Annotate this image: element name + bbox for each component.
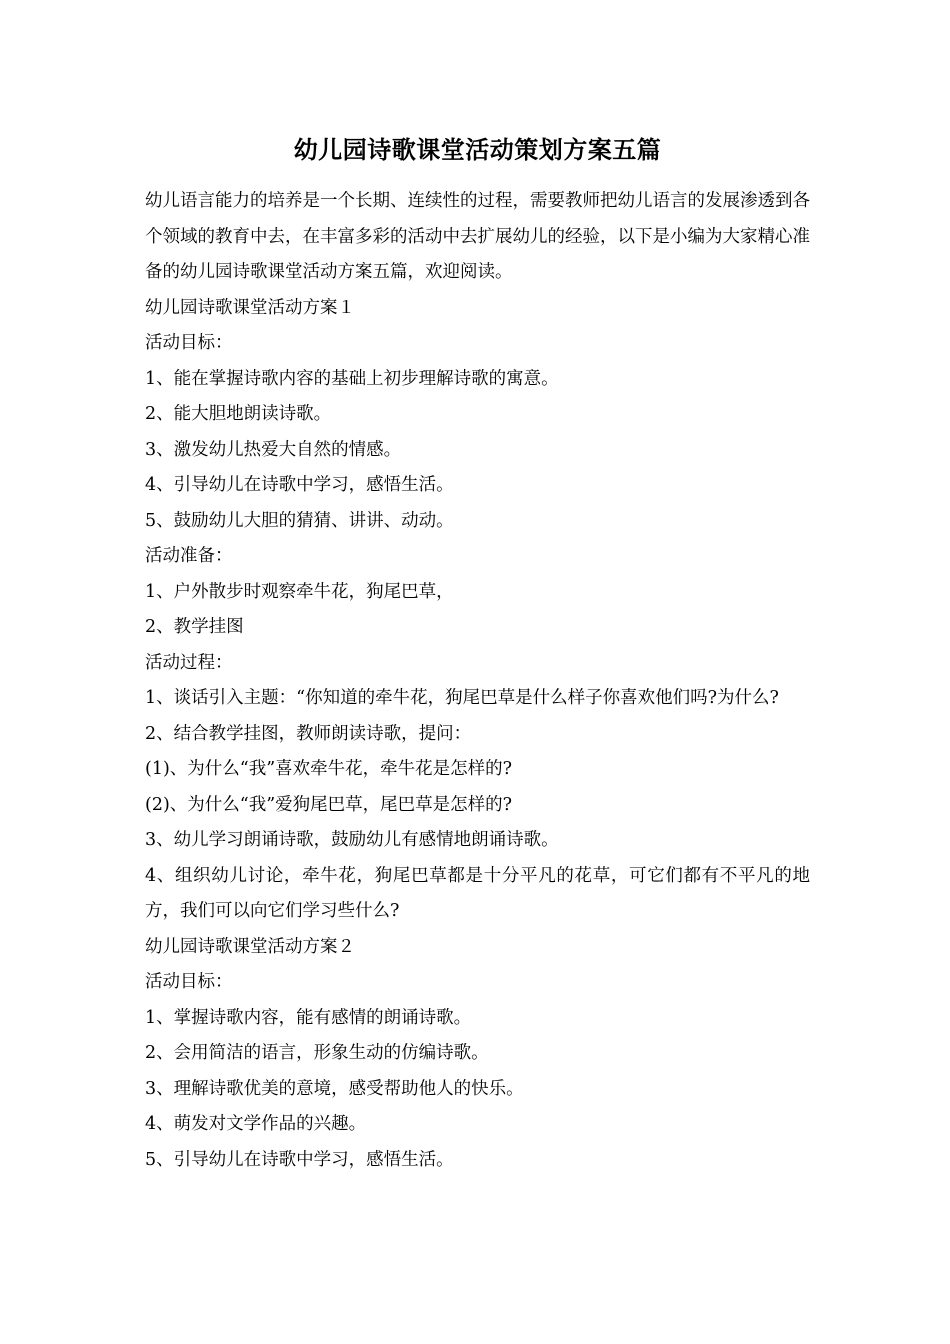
list-item: 2、会用简洁的语言，形象生动的仿编诗歌。: [145, 1043, 489, 1063]
list-item: 1、掌握诗歌内容，能有感情的朗诵诗歌。: [145, 1007, 472, 1028]
list-item: 5、鼓励幼儿大胆的猜猜、讲讲、动动。: [145, 510, 454, 531]
list-item: 5、引导幼儿在诗歌中学习，感悟生活。: [145, 1149, 454, 1170]
subheading-goals: 活动目标：: [145, 333, 233, 353]
list-item: 1、能在掌握诗歌内容的基础上初步理解诗歌的寓意。: [145, 368, 559, 389]
list-item: 3、幼儿学习朗诵诗歌，鼓励幼儿有感情地朗诵诗歌。: [145, 830, 559, 850]
list-item: 3、理解诗歌优美的意境，感受帮助他人的快乐。: [145, 1078, 524, 1099]
list-item: 4、引导幼儿在诗歌中学习，感悟生活。: [145, 475, 454, 495]
section-heading-plan-1: 幼儿园诗歌课堂活动方案１: [145, 297, 355, 318]
subheading-preparation: 活动准备：: [145, 546, 233, 566]
list-item: 4、组织幼儿讨论，牵牛花，狗尾巴草都是十分平凡的花草，可它们都有不平凡的地方，我们可以向它们学习些什么?: [145, 865, 810, 921]
list-item: 2、结合教学挂图，教师朗读诗歌，提问：: [145, 723, 472, 744]
subheading-goals: 活动目标：: [145, 972, 233, 992]
document-page: [145, 128, 810, 1178]
list-item: 1、谈话引入主题：“你知道的牵牛花，狗尾巴草是什么样子你喜欢他们吗?为什么?: [145, 688, 779, 708]
list-item: (1)、为什么“我”喜欢牵牛花，牵牛花是怎样的?: [145, 759, 513, 779]
list-item: 3、激发幼儿热爱大自然的情感。: [145, 439, 402, 460]
list-item: (2)、为什么“我”爱狗尾巴草，尾巴草是怎样的?: [145, 794, 513, 815]
list-item: 2、能大胆地朗读诗歌。: [145, 404, 332, 424]
subheading-process: 活动过程：: [145, 652, 233, 673]
list-item: 2、教学挂图: [145, 617, 244, 637]
section-heading-plan-2: 幼儿园诗歌课堂活动方案２: [145, 936, 355, 957]
document-title: 幼儿园诗歌课堂活动策划方案五篇: [293, 135, 662, 164]
list-item: 1、户外散步时观察牵牛花，狗尾巴草，: [145, 581, 454, 602]
list-item: 4、萌发对文学作品的兴趣。: [145, 1114, 367, 1134]
intro-paragraph: 幼儿语言能力的培养是一个长期、连续性的过程，需要教师把幼儿语言的发展渗透到各个领域的教育中去，在丰富多彩的活动中去扩展幼儿的经验，以下是小编为大家精心准备的幼儿园诗歌课堂活动方案五篇，欢迎阅读。: [145, 191, 810, 282]
